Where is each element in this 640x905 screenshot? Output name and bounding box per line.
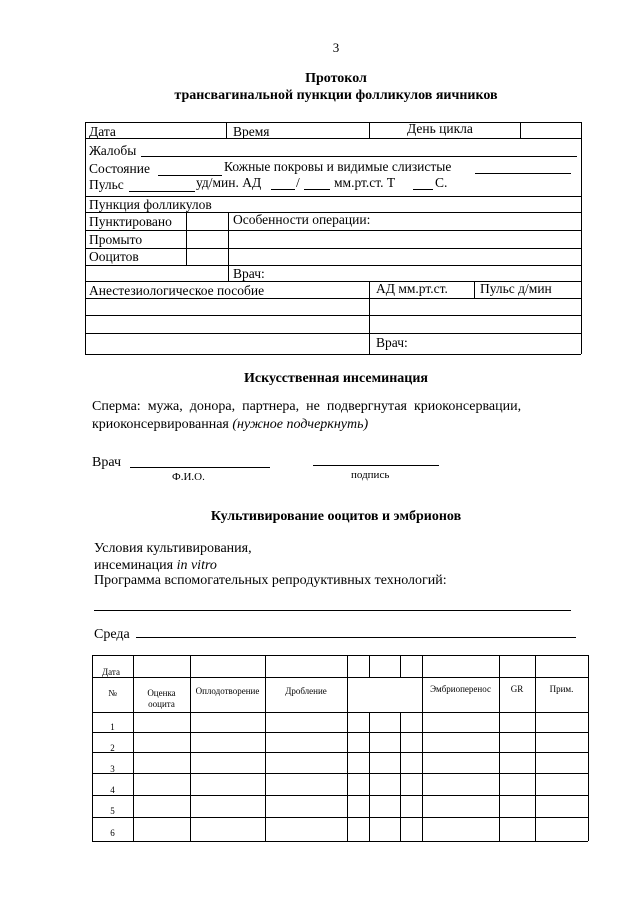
skin-label: Кожные покровы и видимые слизистые bbox=[224, 159, 452, 174]
col-number: № bbox=[108, 688, 117, 698]
condition-label: Состояние bbox=[89, 161, 150, 176]
col-cleavage: Дробление bbox=[285, 686, 327, 696]
medium-label: Среда bbox=[94, 627, 130, 642]
col-notes: Прим. bbox=[549, 684, 574, 694]
page-number: 3 bbox=[332, 40, 340, 55]
row-number: 2 bbox=[110, 743, 115, 753]
sperm-cryo: криоконсервированная bbox=[92, 417, 229, 432]
row-number: 6 bbox=[110, 828, 115, 838]
fio-label: Ф.И.О. bbox=[172, 471, 205, 483]
bp-unit: мм.рт.ст. Т bbox=[334, 175, 396, 190]
date-label: Дата bbox=[89, 124, 116, 139]
doctor2-label: Врач: bbox=[376, 335, 408, 350]
anesthesia-label: Анестезиологическое пособие bbox=[89, 283, 265, 298]
pulse-label: Пульс bbox=[89, 177, 124, 192]
row-number: 4 bbox=[110, 785, 115, 795]
bp-col-label: АД мм.рт.ст. bbox=[376, 281, 448, 296]
col-embryo-transfer: Эмбриоперенос bbox=[430, 684, 491, 694]
pulse-unit: уд/мин. АД bbox=[196, 175, 262, 190]
sperm-line-2 bbox=[92, 417, 368, 433]
col-gr: GR bbox=[510, 684, 524, 694]
punctured-label: Пунктировано bbox=[89, 214, 172, 229]
features-label: Особенности операции: bbox=[233, 212, 371, 227]
row-number: 5 bbox=[110, 806, 115, 816]
col-oocyte-eval bbox=[133, 688, 190, 710]
row-number: 1 bbox=[110, 722, 115, 732]
cultivation-heading: Культивирование ооцитов и эмбрионов bbox=[210, 509, 462, 524]
embryo-date-label: Дата bbox=[102, 667, 120, 677]
insemination-word: инсеминация bbox=[94, 558, 174, 573]
insemination-line bbox=[94, 558, 217, 574]
insemination-heading: Искусственная инсеминация bbox=[244, 371, 428, 386]
bp-slash: / bbox=[296, 175, 300, 190]
temp-unit: С. bbox=[435, 175, 448, 190]
col-fertilization: Оплодотворение bbox=[195, 686, 260, 696]
time-label: Время bbox=[233, 124, 270, 139]
col-oocyte-eval-line1: Оценка bbox=[147, 688, 176, 698]
cycle-day-label: День цикла bbox=[407, 121, 473, 136]
signature-label: подпись bbox=[351, 469, 390, 481]
complaints-label: Жалобы bbox=[89, 143, 137, 158]
title-line-2: трансвагинальной пункции фолликулов яичников bbox=[174, 88, 498, 103]
washed-label: Промыто bbox=[89, 232, 143, 247]
sperm-line-1: Сперма: мужа, донора, партнера, не подвергнутая криоконсервации, bbox=[92, 399, 522, 414]
cultivation-conditions: Условия культивирования, bbox=[94, 541, 252, 556]
insem-doctor-label: Врач bbox=[92, 455, 122, 470]
doctor-label: Врач: bbox=[233, 266, 265, 281]
oocytes-label: Ооцитов bbox=[89, 249, 139, 264]
in-vitro: in vitro bbox=[176, 558, 217, 573]
art-program: Программа вспомогательных репродуктивных технологий: bbox=[94, 573, 447, 588]
underline-note: (нужное подчеркнуть) bbox=[232, 417, 369, 432]
col-oocyte-eval-line2: ооцита bbox=[148, 699, 175, 709]
title-line-1: Протокол bbox=[305, 71, 367, 86]
row-number: 3 bbox=[110, 764, 115, 774]
pulse-col-label: Пульс д/мин bbox=[480, 281, 552, 296]
puncture-label: Пункция фолликулов bbox=[89, 197, 212, 212]
